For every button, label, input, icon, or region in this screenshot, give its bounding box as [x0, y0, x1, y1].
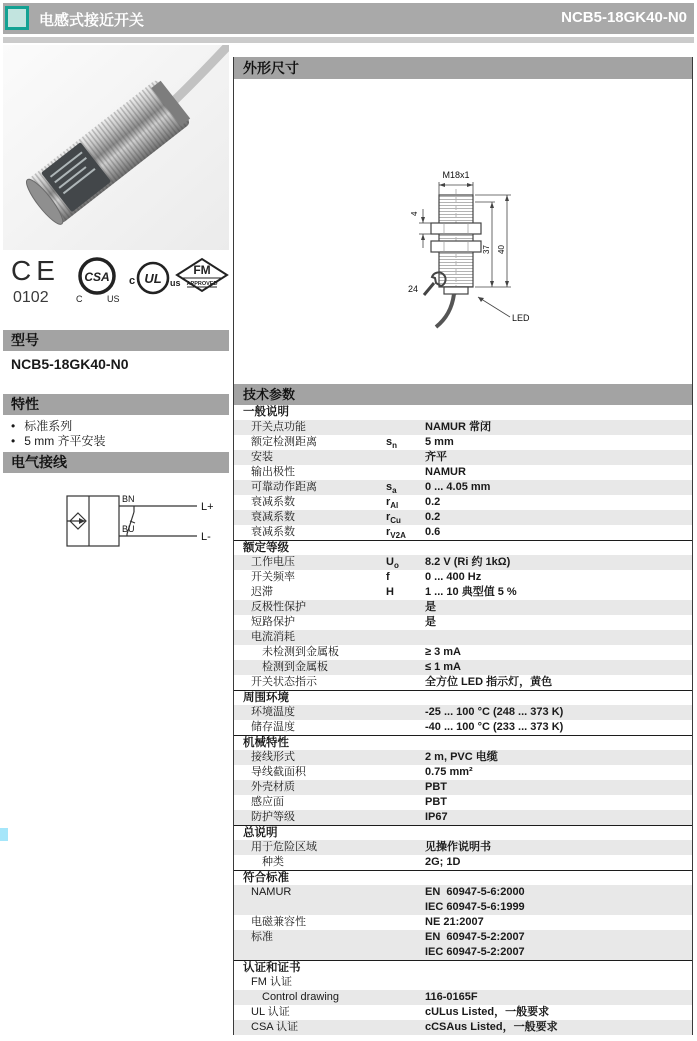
spec-row: [234, 1020, 692, 1035]
spec-row: [234, 420, 692, 435]
feature-item: • 5 mm 齐平安装: [11, 434, 106, 449]
spec-label: 安装: [251, 451, 273, 463]
led-label: LED: [512, 313, 530, 323]
spec-row: [234, 885, 692, 915]
spec-row: [234, 660, 692, 675]
model-number: NCB5-18GK40-N0: [11, 356, 129, 372]
spec-label: 环境温度: [251, 706, 295, 718]
spec-label: 额定检测距离: [251, 436, 317, 448]
header-bar: [3, 3, 694, 34]
spec-value: NAMUR 常闭: [425, 421, 491, 433]
spec-label: 开关点功能: [251, 421, 306, 433]
spec-label: 未检测到金属板: [262, 646, 339, 658]
spec-value: 2G; 1D: [425, 856, 461, 868]
spec-value: 全方位 LED 指示灯，黄色: [425, 676, 553, 688]
feature-item: • 标准系列: [11, 419, 106, 434]
ul-mark-icon: [129, 263, 181, 293]
dim-label-4: 4: [410, 211, 419, 216]
spec-value: 0.6: [425, 526, 441, 538]
spec-label: 接线形式: [251, 751, 295, 763]
sensor-photo-graphic: [3, 45, 229, 250]
spec-symbol: $r_{V2A}$: [386, 526, 406, 541]
section-dimensions-title: 外形尺寸: [243, 60, 299, 76]
spec-row: [234, 465, 692, 480]
ce-text: CE: [11, 255, 60, 286]
section-tech-title: 技术参数: [243, 387, 296, 402]
ul-c: c: [129, 275, 136, 287]
spec-row: [234, 495, 692, 510]
spec-section-header: 机械特性: [234, 735, 692, 750]
section-wiring-title: 电气接线: [11, 454, 67, 470]
spec-value: -40 ... 100 °C (233 ... 373 K): [425, 721, 564, 733]
inductive-sensor-symbol: [67, 513, 86, 529]
spec-value: 8.2 V (Ri 约 1kΩ): [425, 556, 511, 568]
section-model-title: 型号: [11, 332, 39, 348]
spec-label: CSA 认证: [251, 1021, 299, 1033]
section-dimensions-header: [234, 57, 692, 79]
spec-row: [234, 915, 692, 930]
spec-value: 0 ... 400 Hz: [425, 571, 482, 583]
ul-us: us: [170, 278, 181, 288]
features-list: [11, 419, 106, 449]
ul-text: UL: [144, 271, 162, 286]
spec-row: [234, 555, 692, 570]
spec-value: cCSAus Listed，一般要求: [425, 1021, 558, 1033]
certs-graphic: [3, 250, 229, 308]
spec-row: [234, 435, 692, 450]
spec-row: [234, 600, 692, 615]
spec-value: 1 ... 10 典型值 5 %: [425, 586, 517, 598]
fm-approved: APPROVED: [186, 281, 218, 287]
certification-logos: [3, 250, 229, 308]
spec-row: [234, 705, 692, 720]
spec-row: [234, 645, 692, 660]
spec-section-header: 认证和证书: [234, 960, 692, 975]
spec-symbol: $s_a$: [386, 481, 397, 496]
spec-row: [234, 720, 692, 735]
spec-row: [234, 780, 692, 795]
spec-label: 电流消耗: [251, 631, 295, 643]
spec-symbol: f: [386, 571, 390, 583]
spec-row: [234, 795, 692, 810]
fm-text: FM: [193, 263, 211, 277]
spec-label: UL 认证: [251, 1006, 290, 1018]
spec-value: EN 60947-5-2:2007: [425, 931, 525, 943]
spec-value: NE 21:2007: [425, 916, 484, 928]
spec-label: 输出极性: [251, 466, 295, 478]
spec-label: 种类: [262, 856, 284, 868]
spec-row: [234, 585, 692, 600]
dim-label-40: 40: [497, 245, 506, 254]
spec-row: [234, 615, 692, 630]
spec-label: 导线截面积: [251, 766, 306, 778]
wiring-diagram: [3, 478, 229, 578]
dim-label-37: 37: [482, 245, 491, 254]
spec-label: 反极性保护: [251, 601, 306, 613]
spec-value: 齐平: [425, 451, 447, 463]
spec-label: 检测到金属板: [262, 661, 328, 673]
spec-label: 储存温度: [251, 721, 295, 733]
ce-mark-icon: [11, 255, 60, 306]
section-wiring-header: [3, 452, 229, 473]
spec-value: 是: [425, 601, 436, 613]
spec-label: 衰减系数: [251, 496, 295, 508]
spec-label: 防护等级: [251, 811, 295, 823]
section-tech-header: [234, 384, 692, 405]
spec-section-header: 符合标准: [234, 870, 692, 885]
wiring-graphic: [3, 478, 229, 578]
header-model-number: NCB5-18GK40-N0: [561, 9, 687, 26]
dim-label-thread: M18x1: [442, 170, 470, 180]
spec-row: [234, 930, 692, 960]
spec-row: [234, 750, 692, 765]
spec-row: [234, 450, 692, 465]
spec-symbol: $r_{Cu}$: [386, 511, 401, 526]
spec-row: [234, 855, 692, 870]
spec-value: NAMUR: [425, 466, 466, 478]
spec-section-header: 额定等级: [234, 540, 692, 555]
spec-value: ≥ 3 mA: [425, 646, 461, 658]
spec-label: 标准: [251, 931, 273, 943]
brand-logo-icon: [5, 6, 29, 30]
right-column: [233, 57, 693, 1035]
spec-symbol: $r_{Al}$: [386, 496, 399, 511]
spec-label: 感应面: [251, 796, 284, 808]
dim-label-24: 24: [408, 284, 419, 294]
spec-value: EN 60947-5-6:2000: [425, 886, 525, 898]
spec-row: [234, 570, 692, 585]
spec-value: 2 m, PVC 电缆: [425, 751, 498, 763]
spec-row: [234, 840, 692, 855]
wire-label-bu: BU: [122, 524, 135, 534]
spec-label: 开关频率: [251, 571, 295, 583]
spec-value: PBT: [425, 781, 447, 793]
spec-row: [234, 675, 692, 690]
spec-value: -25 ... 100 °C (248 ... 373 K): [425, 706, 564, 718]
spec-section-header: 总说明: [234, 825, 692, 840]
spec-section-header: 一般说明: [243, 406, 289, 418]
spec-value: 0.2: [425, 496, 441, 508]
spec-label: 用于危险区域: [251, 841, 317, 853]
spec-row: [234, 990, 692, 1005]
spec-label: 电磁兼容性: [251, 916, 306, 928]
spec-label: 迟滞: [251, 586, 273, 598]
spec-label: 可靠动作距离: [251, 481, 317, 493]
spec-value: IP67: [425, 811, 448, 823]
spec-row: [234, 525, 692, 540]
spec-value: ≤ 1 mA: [425, 661, 461, 673]
spec-label: 衰减系数: [251, 526, 295, 538]
spec-label: NAMUR: [251, 886, 292, 898]
dimension-drawing: [234, 79, 692, 384]
spec-value: 是: [425, 616, 436, 628]
tech-spec-table: [234, 405, 692, 1035]
spec-value: 0.2: [425, 511, 441, 523]
spec-value: PBT: [425, 796, 447, 808]
spec-row: [234, 510, 692, 525]
spec-label: 外壳材质: [251, 781, 295, 793]
ce-number: 0102: [13, 289, 49, 306]
spec-label: 衰减系数: [251, 511, 295, 523]
spec-value: 116-0165F: [425, 991, 478, 1003]
spec-label: Control drawing: [262, 991, 340, 1003]
wire-label-lminus: L-: [201, 531, 211, 543]
spec-row: [234, 630, 692, 645]
spec-symbol: H: [386, 586, 394, 598]
stray-mark: [0, 828, 8, 841]
header-subbar: [3, 37, 694, 43]
csa-c: C: [76, 294, 83, 304]
csa-mark-icon: [76, 259, 120, 304]
spec-row: [234, 1005, 692, 1020]
spec-value: cULus Listed，一般要求: [425, 1006, 550, 1018]
spec-section-header: 周围环境: [234, 690, 692, 705]
csa-text: CSA: [84, 270, 110, 284]
spec-value-line2: IEC 60947-5-2:2007: [425, 946, 525, 958]
csa-us: US: [107, 294, 120, 304]
spec-row: [234, 975, 692, 990]
spec-symbol: $U_o$: [386, 556, 399, 571]
spec-value-line2: IEC 60947-5-6:1999: [425, 901, 525, 913]
spec-label: 短路保护: [251, 616, 295, 628]
fm-mark-icon: [177, 259, 227, 291]
spec-symbol: $s_n$: [386, 436, 398, 451]
spec-value: 见操作说明书: [425, 841, 491, 853]
product-photo: [3, 45, 229, 250]
dimension-graphic: [394, 169, 574, 339]
spec-label: FM 认证: [251, 976, 292, 988]
spec-label: 工作电压: [251, 556, 295, 568]
section-features-title: 特性: [11, 396, 39, 412]
spec-row: [234, 765, 692, 780]
section-model-header: [3, 330, 229, 351]
wire-label-bn: BN: [122, 494, 135, 504]
spec-row: [234, 810, 692, 825]
spec-value: 0.75 mm²: [425, 766, 473, 778]
section-features-header: [3, 394, 229, 415]
spec-value: 5 mm: [425, 436, 454, 448]
spec-label: 开关状态指示: [251, 676, 317, 688]
spec-row: [234, 480, 692, 495]
wire-label-lplus: L+: [201, 501, 214, 513]
page-title: 电感式接近开关: [39, 12, 145, 29]
spec-value: 0 ... 4.05 mm: [425, 481, 491, 493]
